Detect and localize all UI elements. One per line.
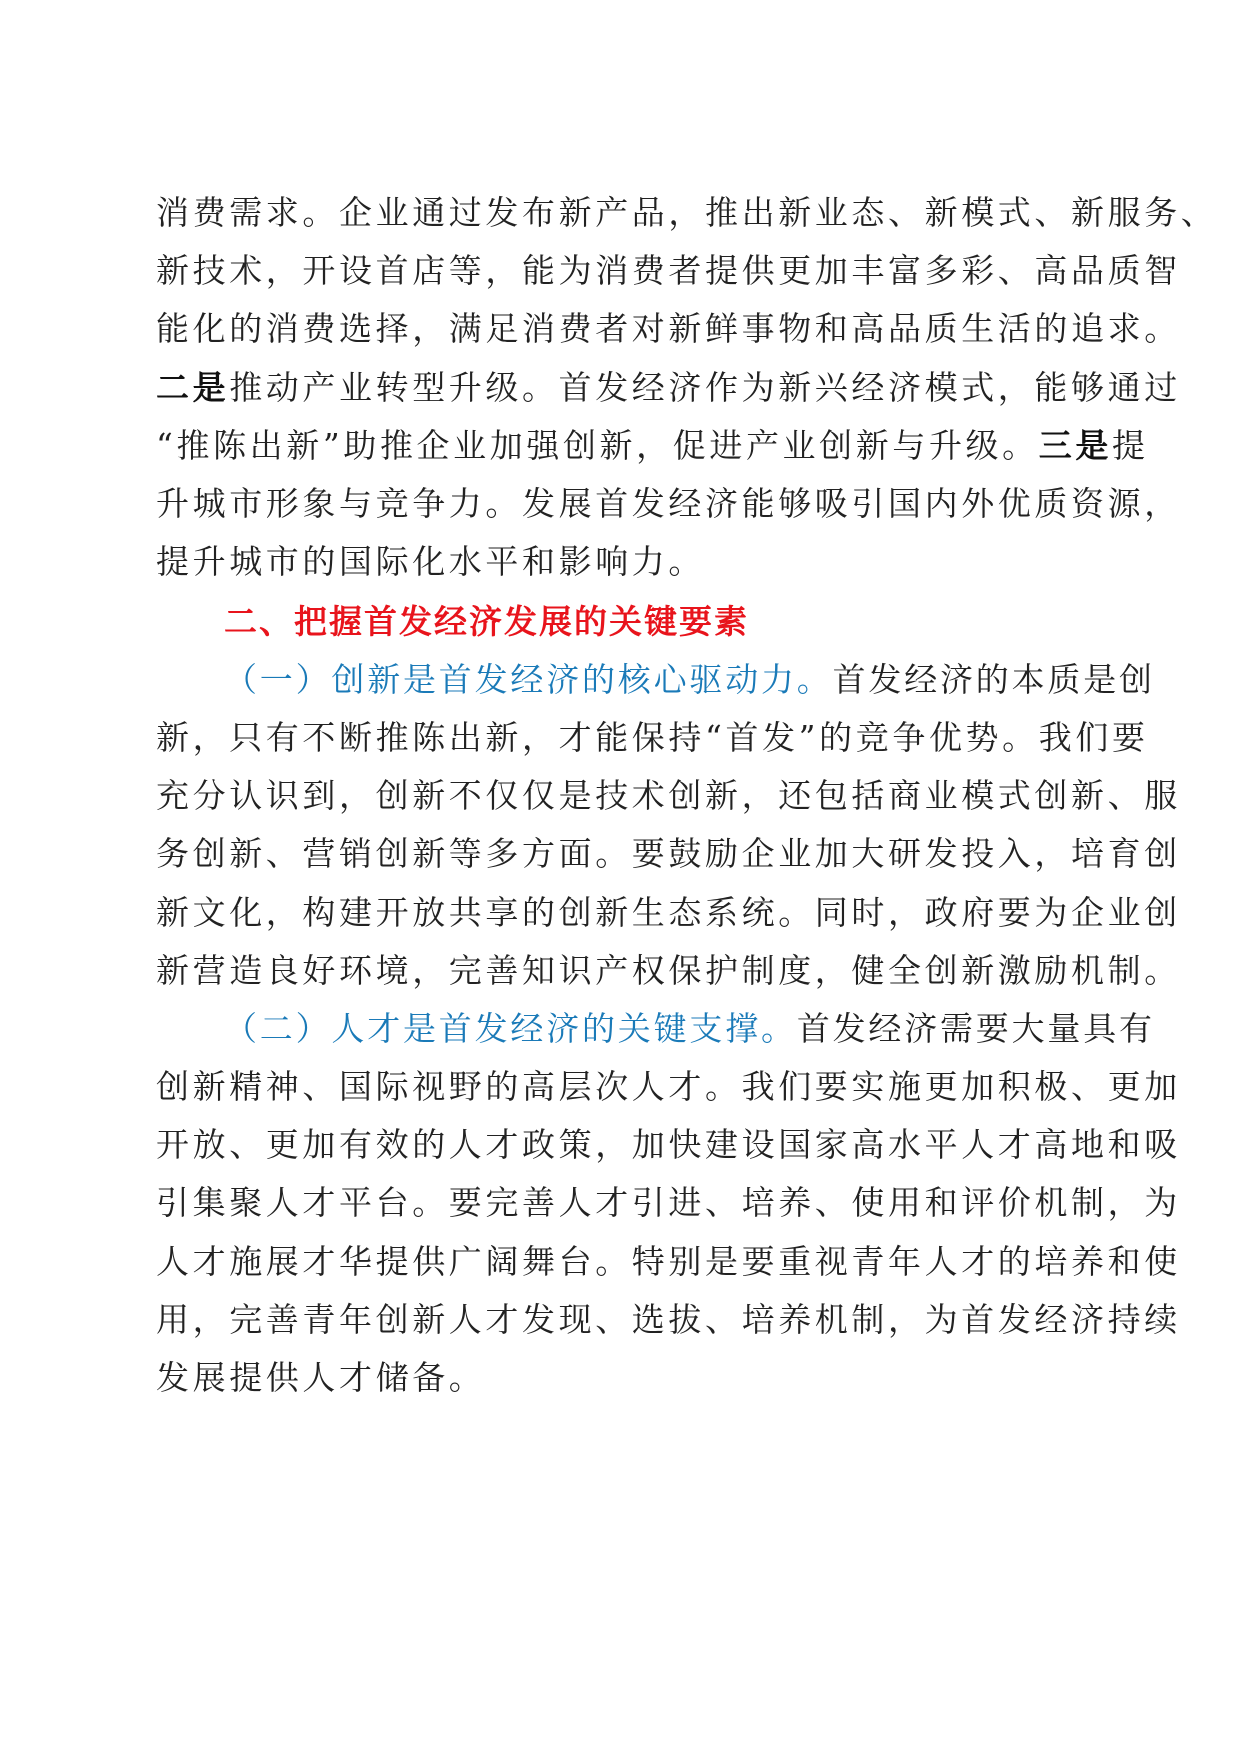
paragraph-text: 首发经济需要大量具有 <box>796 1009 1155 1048</box>
paragraph-line: 消费需求。企业通过发布新产品，推出新业态、新模式、新服务、 <box>156 193 1218 232</box>
paragraph-line: 务创新、营销创新等多方面。要鼓励企业加大研发投入，培育创 <box>156 834 1181 873</box>
paragraph-line: 用，完善青年创新人才发现、选拔、培养机制，为首发经济持续 <box>156 1300 1181 1339</box>
paragraph-line: 新营造良好环境，完善知识产权保护制度，健全创新激励机制。 <box>156 951 1181 990</box>
paragraph-text: 推动产业转型升级。首发经济作为新兴经济模式，能够通过 <box>229 368 1181 407</box>
paragraph-line <box>156 424 1149 468</box>
paragraph-line: 开放、更加有效的人才政策，加快建设国家高水平人才高地和吸 <box>156 1125 1181 1164</box>
emphasis-second: 二是 <box>156 368 230 407</box>
emphasis-third: 三是 <box>1038 426 1112 465</box>
paragraph-line <box>224 658 1154 702</box>
paragraph-line: 新技术，开设首店等，能为消费者提供更加丰富多彩、高品质智 <box>156 251 1181 290</box>
paragraph-line: 人才施展才华提供广阔舞台。特别是要重视青年人才的培养和使 <box>156 1242 1181 1281</box>
paragraph-line: 提升城市的国际化水平和影响力。 <box>156 542 705 581</box>
paragraph-line <box>156 366 1181 410</box>
paragraph-line: 升城市形象与竞争力。发展首发经济能够吸引国内外优质资源， <box>156 484 1181 523</box>
paragraph-line: 新，只有不断推陈出新，才能保持“首发”的竞争优势。我们要 <box>156 718 1149 757</box>
paragraph-line: 新文化，构建开放共享的创新生态系统。同时，政府要为企业创 <box>156 893 1181 932</box>
subheading-talent: （二）人才是首发经济的关键支撑。 <box>224 1009 797 1048</box>
subheading-innovation: （一）创新是首发经济的核心驱动力。 <box>224 660 833 699</box>
paragraph-line: 充分认识到，创新不仅仅是技术创新，还包括商业模式创新、服 <box>156 776 1181 815</box>
paragraph-text: 提 <box>1111 426 1149 465</box>
paragraph-line: 创新精神、国际视野的高层次人才。我们要实施更加积极、更加 <box>156 1067 1181 1106</box>
paragraph-line: 发展提供人才储备。 <box>156 1358 486 1397</box>
paragraph-line: 能化的消费选择，满足消费者对新鲜事物和高品质生活的追求。 <box>156 309 1181 348</box>
paragraph-text: 首发经济的本质是创 <box>832 660 1155 699</box>
paragraph-line: 引集聚人才平台。要完善人才引进、培养、使用和评价机制，为 <box>156 1183 1181 1222</box>
paragraph-line <box>224 1007 1154 1051</box>
section-heading: 二、把握首发经济发展的关键要素 <box>224 602 749 641</box>
paragraph-text: “推陈出新”助推企业加强创新，促进产业创新与升级。 <box>156 426 1039 465</box>
